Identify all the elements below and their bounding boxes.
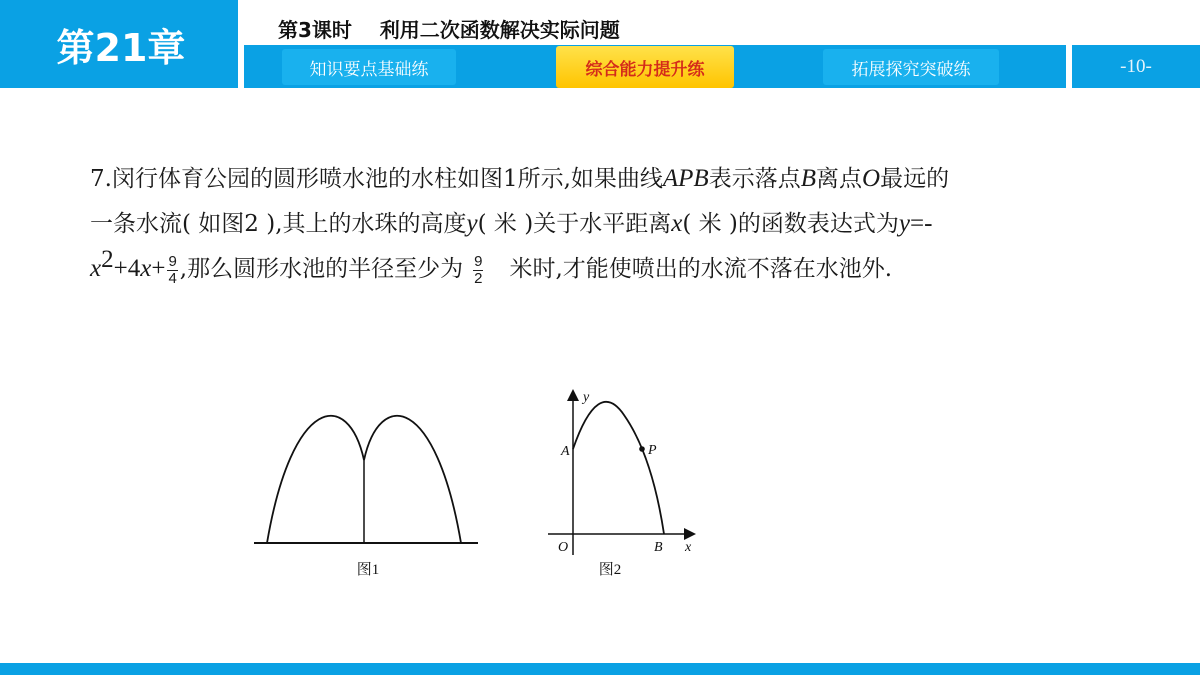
text-segment: 离点 — [816, 166, 862, 192]
text-segment: ( 米 )关于水平距离 — [477, 211, 672, 237]
figure-1-fountain — [250, 410, 490, 585]
text-segment: 表示落点 — [708, 166, 801, 192]
text-segment: ,那么圆形水池的半径至少为 — [179, 256, 464, 282]
var-o: O — [862, 165, 881, 192]
bottom-bar — [0, 663, 1200, 675]
figure-2-caption: 图2 — [598, 562, 622, 578]
var-x: x — [671, 210, 683, 237]
text-segment: + — [151, 255, 166, 282]
tab-extension-practice[interactable]: 拓展探究突破练 — [823, 49, 999, 85]
text-segment: 7.闵行体育公园的圆形喷水池的水柱如图1所示,如果曲线 — [90, 166, 663, 192]
problem-text — [90, 156, 1130, 291]
fraction-denominator: 2 — [474, 269, 483, 287]
text-segment: 最远的 — [880, 166, 950, 192]
fraction-denominator: 4 — [168, 269, 177, 287]
text-segment: 米时,才能使喷出的水流不落在水池外. — [509, 256, 893, 282]
fraction-numerator: 9 — [474, 252, 483, 270]
tab-comprehensive-practice[interactable]: 综合能力提升练 — [556, 46, 734, 88]
chapter-badge: 第21章 — [0, 0, 238, 88]
figure-2-parabola — [540, 385, 710, 585]
label-y: y — [583, 390, 590, 405]
var-x: x — [140, 255, 152, 282]
right-water-arc — [364, 416, 461, 543]
var-b: B — [800, 165, 816, 192]
label-o: O — [558, 540, 569, 555]
fraction-nine-fourths — [167, 254, 177, 287]
label-x: x — [685, 540, 692, 555]
label-a: A — [561, 444, 570, 459]
page-number: -10- — [1072, 45, 1200, 88]
var-apb: APB — [662, 165, 709, 192]
tab-basic-practice[interactable]: 知识要点基础练 — [282, 49, 456, 85]
label-b: B — [654, 540, 663, 555]
answer-fraction — [473, 254, 483, 287]
problem-line-3 — [90, 246, 1130, 291]
text-segment: ( 米 )的函数表达式为 — [682, 211, 899, 237]
left-water-arc — [267, 416, 364, 543]
label-p: P — [648, 443, 657, 458]
var-y: y — [898, 210, 910, 237]
problem-line-2 — [90, 201, 1130, 246]
var-x: x — [90, 255, 102, 282]
point-p — [639, 446, 645, 452]
text-segment: =- — [910, 210, 933, 237]
text-segment: 一条水流( 如图2 ),其上的水珠的高度 — [90, 211, 467, 237]
lesson-title: 第3课时 利用二次函数解决实际问题 — [278, 18, 620, 42]
text-segment: +4 — [113, 255, 141, 282]
exponent: 2 — [101, 246, 114, 273]
problem-line-1 — [90, 156, 1130, 201]
figure-1-caption: 图1 — [356, 562, 380, 578]
parabola-curve — [573, 402, 664, 534]
fraction-numerator: 9 — [168, 252, 177, 270]
var-y: y — [466, 210, 478, 237]
